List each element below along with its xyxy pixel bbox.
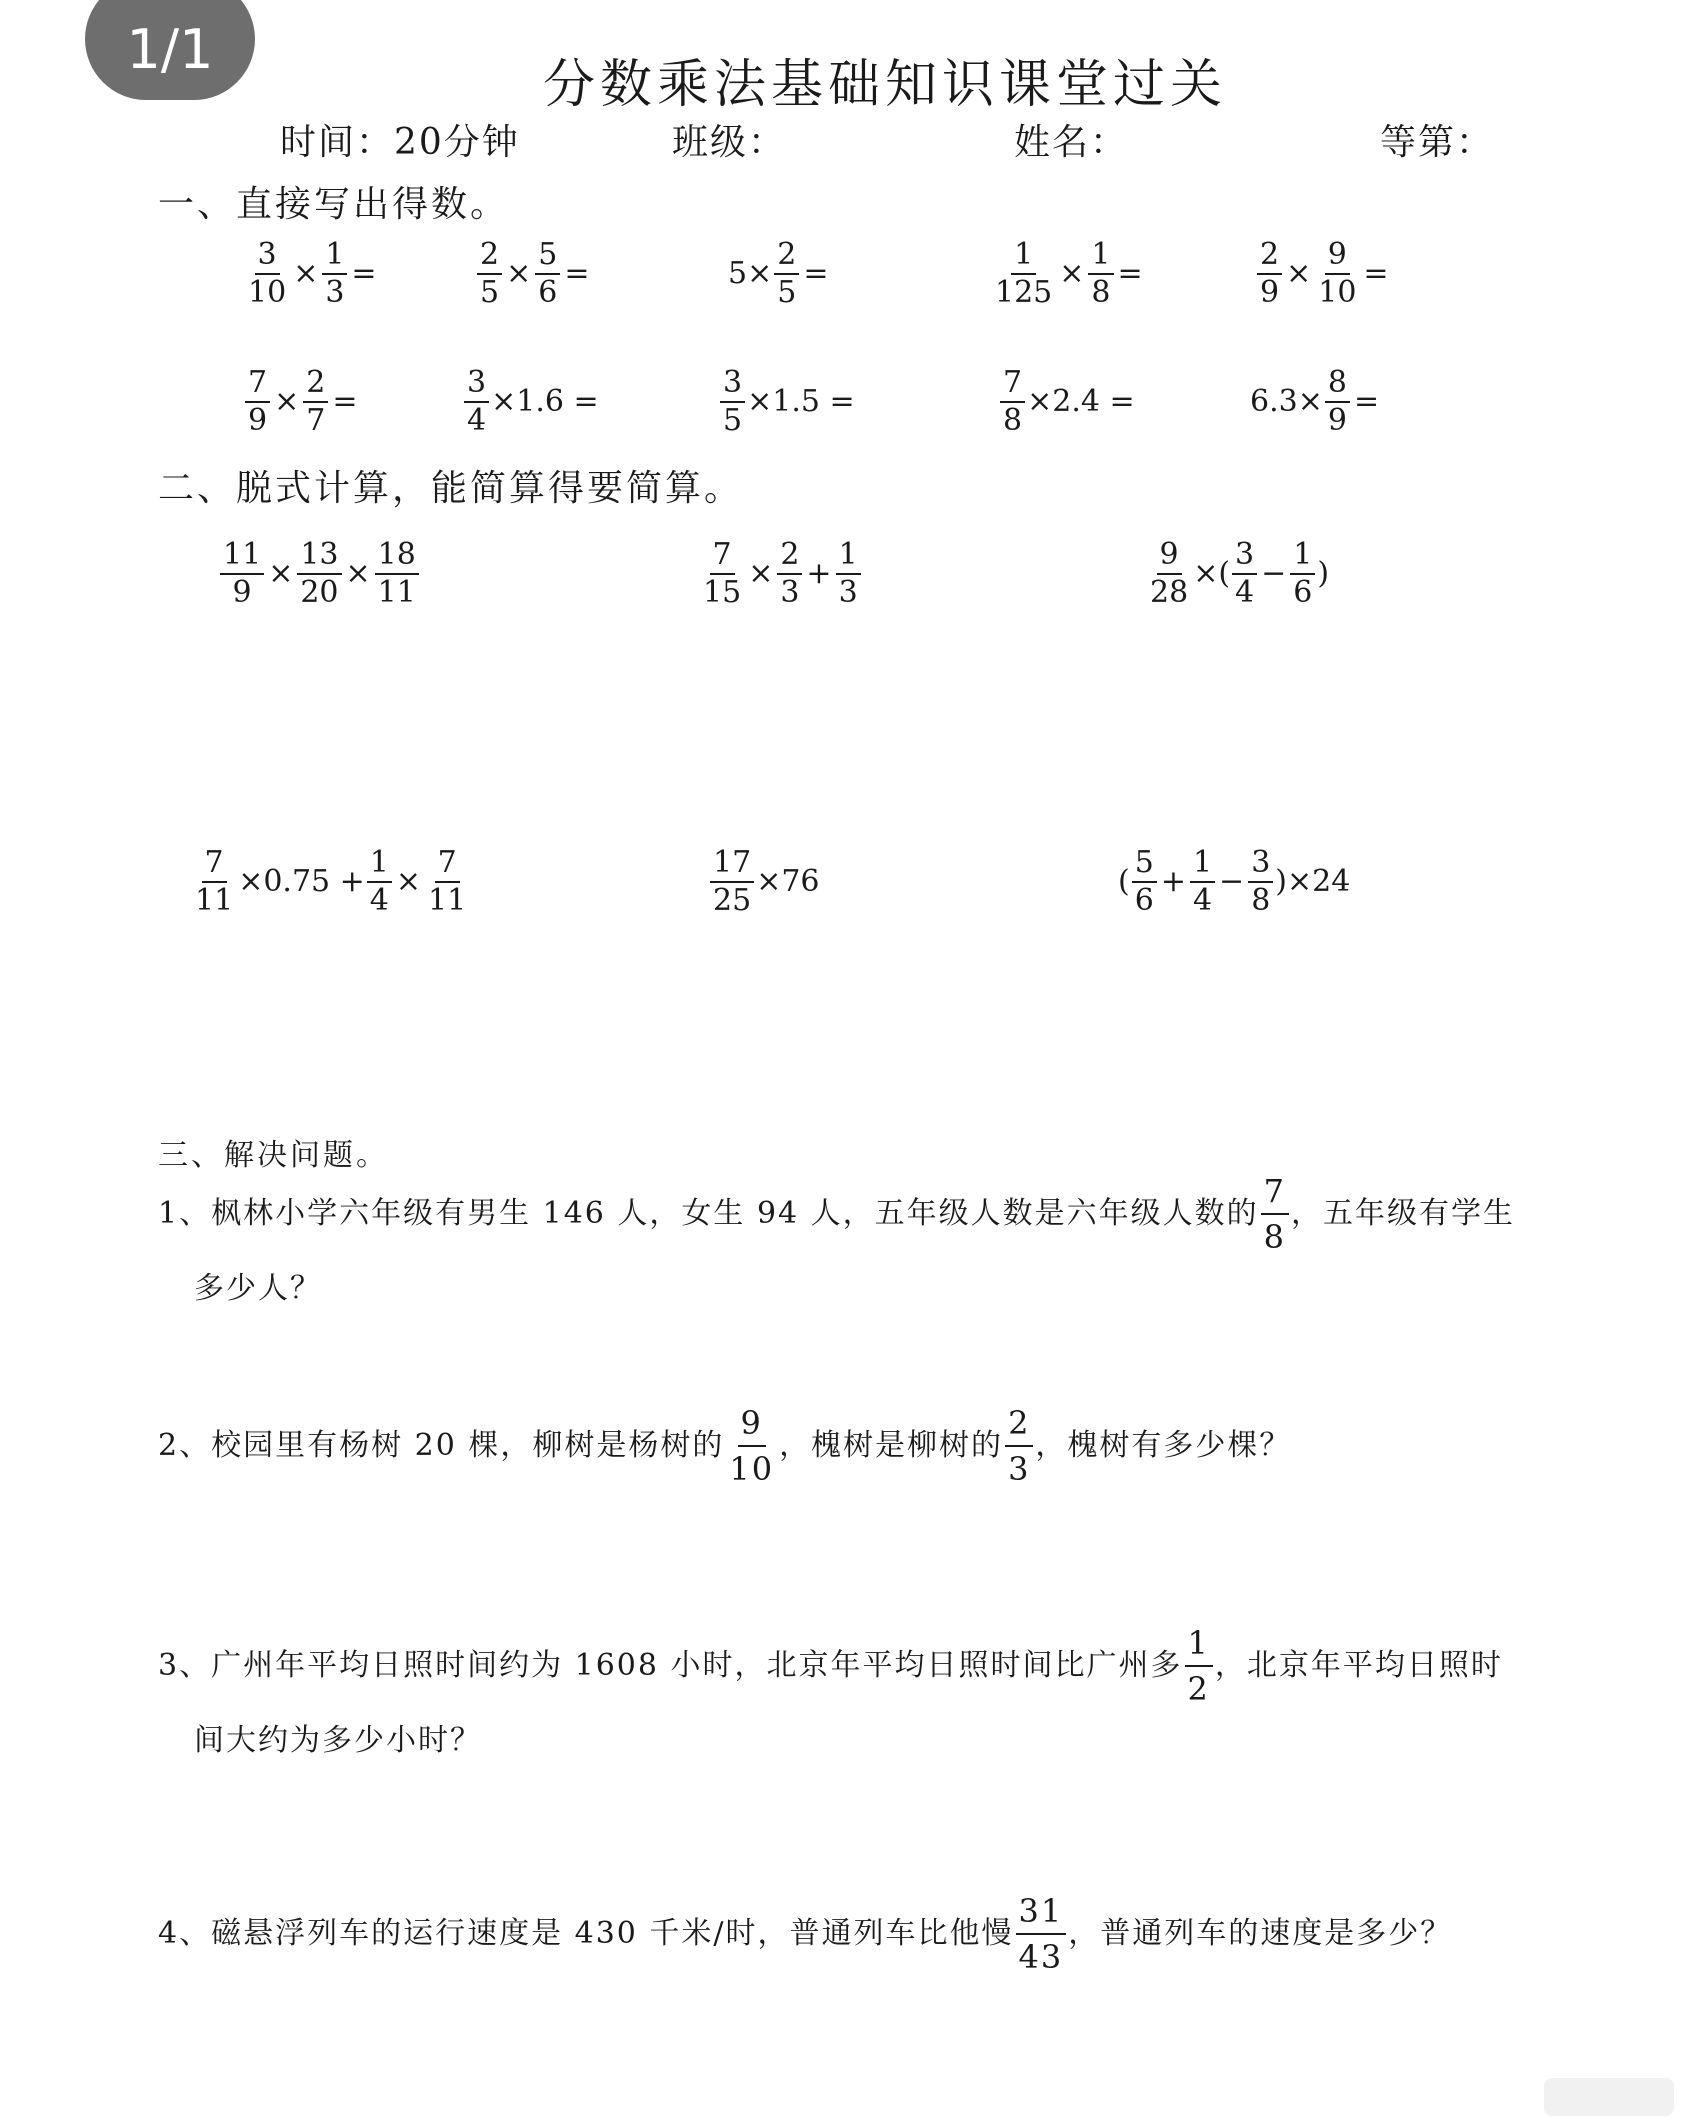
fraction-denominator: 3 (1008, 1450, 1031, 1489)
fraction (1290, 537, 1315, 610)
fraction (1190, 845, 1215, 918)
math-operator: = (564, 256, 590, 291)
fraction-numerator: 3 (720, 368, 745, 403)
fraction (1088, 237, 1113, 310)
fraction (1257, 237, 1282, 310)
fraction (245, 237, 289, 310)
fraction-denominator: 9 (1260, 275, 1280, 310)
math-operator: × (506, 256, 532, 291)
fraction-denominator: 8 (1091, 275, 1111, 310)
math-operator: × (293, 256, 319, 291)
fraction-denominator: 10 (248, 275, 287, 310)
math-operator: − (1219, 864, 1245, 899)
fraction (1261, 1172, 1289, 1257)
fraction-denominator: 3 (325, 275, 345, 310)
page-indicator-badge: 1/1 (85, 0, 255, 100)
step-calc-item (190, 845, 471, 918)
fraction-denominator: 28 (1150, 575, 1189, 610)
text-run: ×1.5 = (747, 384, 855, 419)
fraction-denominator: 10 (729, 1450, 775, 1489)
fraction-denominator: 7 (306, 403, 326, 438)
math-operator: × (345, 556, 371, 591)
time-field: 时间：20分钟 (280, 122, 520, 163)
class-field: 班级： (672, 122, 787, 163)
math-operator: × (395, 864, 422, 899)
fraction-denominator: 8 (1251, 883, 1271, 918)
section1-heading: 一、直接写出得数。 (158, 184, 510, 225)
fraction (375, 537, 419, 610)
math-operator: × (274, 384, 300, 419)
problem-line (158, 1624, 1578, 1709)
fraction-numerator: 7 (202, 848, 227, 883)
oral-calc-item (718, 365, 855, 438)
text-run: 间大约为多少小时？ (194, 1722, 482, 1758)
fraction (1016, 1892, 1067, 1977)
fraction-numerator: 5 (1132, 848, 1157, 883)
fraction-denominator: 11 (377, 575, 416, 610)
fraction-denominator: 5 (480, 275, 500, 310)
fraction-numerator: 11 (220, 540, 264, 575)
fraction-numerator: 7 (710, 540, 735, 575)
fraction-denominator: 6 (538, 275, 558, 310)
fraction-numerator: 2 (477, 240, 502, 275)
watermark (1544, 2078, 1674, 2116)
fraction-denominator: 2 (1187, 1670, 1210, 1709)
fraction (425, 845, 469, 918)
text-run: 5× (728, 256, 773, 291)
fraction (1325, 365, 1350, 438)
fraction-numerator: 2 (1005, 1404, 1033, 1447)
math-operator: × (1286, 256, 1312, 291)
fraction-denominator: 4 (1192, 883, 1213, 918)
text-run: 3、广州年平均日照时间约为 1608 小时，北京年平均日照时间比广州多 (158, 1648, 1183, 1684)
fraction-numerator: 3 (1232, 540, 1257, 575)
fraction (700, 537, 744, 610)
fraction (367, 845, 392, 918)
fraction-numerator: 1 (1190, 848, 1215, 883)
fraction-denominator: 4 (369, 883, 389, 918)
text-run: ，北京年平均日照时 (1214, 1648, 1503, 1684)
fraction (220, 537, 264, 610)
step-calc-item (708, 845, 820, 918)
fraction-denominator: 3 (780, 575, 800, 610)
step-calc-item (218, 537, 421, 610)
problem-line (158, 1271, 1578, 1307)
fraction (192, 845, 236, 918)
fraction-denominator: 15 (703, 575, 742, 610)
text-run: 1、枫林小学六年级有男生 146 人，女生 94 人，五年级人数是六年级人数的 (158, 1196, 1259, 1232)
fraction-numerator: 17 (710, 848, 754, 883)
fraction-numerator: 1 (1290, 540, 1315, 575)
fraction (726, 1404, 777, 1489)
fraction-numerator: 7 (1261, 1172, 1289, 1215)
text-run: ×76 (756, 864, 820, 899)
fraction (245, 365, 270, 438)
fraction-numerator: 8 (1325, 368, 1350, 403)
fraction-numerator: 18 (375, 540, 419, 575)
fraction-denominator: 3 (838, 575, 858, 610)
fraction (322, 237, 347, 310)
text-run: ×0.75 + (238, 864, 365, 899)
math-operator: × (268, 556, 294, 591)
oral-calc-item (243, 237, 379, 310)
fraction-numerator: 3 (1248, 848, 1273, 883)
fraction-numerator: 1 (322, 240, 347, 275)
fraction (1232, 537, 1257, 610)
word-problem (158, 1624, 1578, 1759)
fraction (777, 537, 802, 610)
math-operator: = (1353, 384, 1380, 419)
text-run: ，槐树是柳树的 (779, 1428, 1004, 1464)
fraction (1132, 845, 1157, 918)
fraction-denominator: 5 (723, 403, 743, 438)
word-problem (158, 1172, 1578, 1307)
fraction-denominator: 125 (995, 275, 1053, 310)
problem-line (158, 1892, 1578, 1977)
fraction-numerator: 3 (255, 240, 280, 275)
step-calc-item (698, 537, 863, 610)
problem-line (158, 1723, 1578, 1759)
fraction-denominator: 11 (195, 883, 234, 918)
fraction (1000, 365, 1025, 438)
math-operator: = (1363, 256, 1389, 291)
word-problem (158, 1892, 1578, 1977)
fraction (992, 237, 1055, 310)
fraction-numerator: 2 (303, 368, 328, 403)
math-operator: − (1261, 556, 1287, 591)
fraction-denominator: 4 (1235, 575, 1255, 610)
math-operator: × (1059, 256, 1085, 291)
fraction (477, 237, 502, 310)
text-run: ，普通列车的速度是多少？ (1068, 1916, 1453, 1952)
problem-line (158, 1172, 1578, 1257)
fraction-numerator: 2 (1257, 240, 1282, 275)
fraction-denominator: 10 (1318, 275, 1357, 310)
text-run: ×1.6 = (491, 384, 599, 419)
name-field: 姓名： (1014, 122, 1129, 163)
math-operator: + (1160, 864, 1186, 899)
fraction-denominator: 11 (428, 883, 467, 918)
problem-line (158, 1404, 1578, 1489)
fraction-denominator: 4 (467, 403, 487, 438)
fraction-denominator: 5 (777, 275, 797, 310)
fraction-numerator: 9 (1325, 240, 1350, 275)
fraction-denominator: 6 (1134, 883, 1154, 918)
fraction (464, 365, 489, 438)
fraction-denominator: 9 (1327, 403, 1347, 438)
fraction-numerator: 31 (1016, 1892, 1067, 1935)
math-operator: = (332, 384, 358, 419)
worksheet-title: 分数乘法基础知识课堂过关 (542, 55, 1227, 115)
fraction (720, 365, 745, 438)
fraction-numerator: 2 (777, 540, 802, 575)
fraction (1315, 237, 1359, 310)
text-run: 6.3× (1250, 384, 1323, 419)
fraction-denominator: 8 (1263, 1218, 1287, 1257)
oral-calc-item (1250, 365, 1381, 438)
text-run: ×2.4 = (1027, 384, 1135, 419)
fraction (1185, 1624, 1213, 1709)
math-operator: × (748, 556, 774, 591)
text-run: )×24 (1275, 864, 1351, 899)
fraction (1248, 845, 1273, 918)
fraction-numerator: 7 (435, 848, 460, 883)
oral-calc-item (475, 237, 591, 310)
word-problem (158, 1404, 1578, 1489)
step-calc-item (1118, 845, 1351, 918)
fraction-denominator: 8 (1003, 403, 1023, 438)
fraction (303, 365, 328, 438)
fraction-numerator: 7 (245, 368, 270, 403)
text-run: ×( (1193, 556, 1231, 591)
text-run: ，槐树有多少棵？ (1035, 1428, 1292, 1464)
oral-calc-item (462, 365, 599, 438)
fraction (710, 845, 754, 918)
fraction-numerator: 5 (535, 240, 560, 275)
fraction (836, 537, 861, 610)
oral-calc-item (1255, 237, 1391, 310)
fraction-denominator: 25 (713, 883, 752, 918)
fraction-denominator: 9 (248, 403, 268, 438)
fraction-numerator: 2 (774, 240, 799, 275)
fraction-denominator: 9 (232, 575, 252, 610)
text-run: 2、校园里有杨树 20 棵，柳树是杨树的 (158, 1428, 725, 1464)
fraction (535, 237, 560, 310)
oral-calc-item (990, 237, 1145, 310)
step-calc-item (1145, 537, 1330, 610)
fraction-numerator: 9 (1157, 540, 1182, 575)
fraction-numerator: 13 (297, 540, 341, 575)
math-operator: = (351, 256, 377, 291)
fraction-numerator: 1 (1185, 1624, 1213, 1667)
fraction (1005, 1404, 1033, 1489)
fraction-numerator: 9 (738, 1404, 766, 1447)
fraction (774, 237, 799, 310)
section3-heading: 三、解决问题。 (158, 1138, 389, 1173)
fraction-numerator: 1 (1088, 240, 1113, 275)
text-run: 4、磁悬浮列车的运行速度是 430 千米/时，普通列车比他慢 (158, 1916, 1014, 1952)
section2-heading: 二、脱式计算，能简算得要简算。 (158, 468, 744, 509)
oral-calc-item (243, 365, 359, 438)
fraction-denominator: 20 (300, 575, 339, 610)
math-operator: = (1117, 256, 1143, 291)
text-run: ) (1317, 556, 1330, 591)
fraction-numerator: 1 (1011, 240, 1036, 275)
grade-field: 等第： (1380, 122, 1495, 163)
math-operator: + (806, 556, 832, 591)
fraction-numerator: 1 (836, 540, 861, 575)
fraction-numerator: 1 (367, 848, 392, 883)
fraction (297, 537, 341, 610)
oral-calc-item (728, 237, 830, 310)
fraction-denominator: 43 (1018, 1938, 1064, 1977)
oral-calc-item (998, 365, 1135, 438)
text-run: ( (1118, 864, 1130, 899)
fraction-numerator: 3 (464, 368, 489, 403)
fraction-numerator: 7 (1000, 368, 1025, 403)
text-run: 多少人？ (194, 1270, 322, 1306)
fraction-denominator: 6 (1293, 575, 1313, 610)
fraction (1147, 537, 1191, 610)
text-run: ，五年级有学生 (1291, 1196, 1516, 1232)
math-operator: = (803, 256, 829, 291)
